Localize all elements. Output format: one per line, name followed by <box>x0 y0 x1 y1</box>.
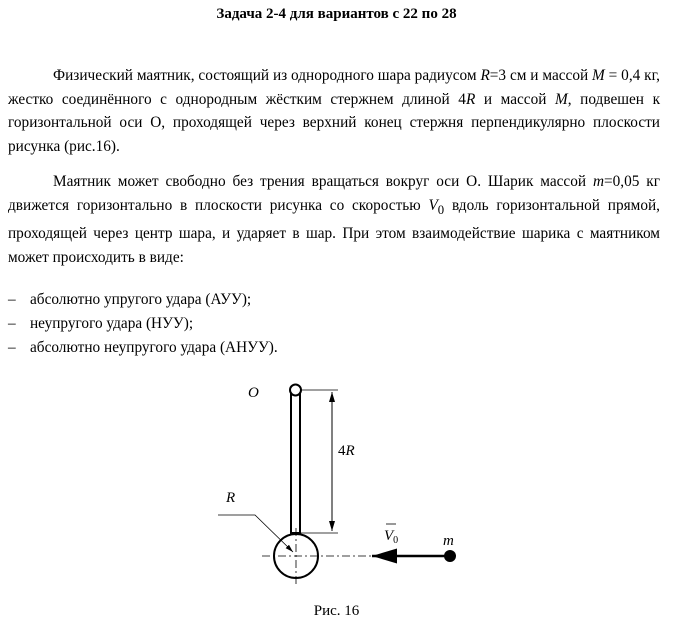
list-item: – абсолютно неупругого удара (АНУУ). <box>8 339 278 356</box>
label-m: m <box>443 533 454 549</box>
pivot-axis <box>290 385 301 396</box>
figure-caption: Рис. 16 <box>313 603 360 619</box>
label-r: R <box>226 490 236 506</box>
paragraph-2: Маятник может свободно без трения вращаться вокруг оси О. Шарик массой m=0,05 кг движется горизонтально в плоскости рисунка со скоростью $V_0$ вдоль горизонтальной прямой, проходящей через центр шара, и ударяет в шар. При этом взаимодействие шарика с маятником может происходить в виде: <box>8 173 660 267</box>
rod <box>291 392 300 533</box>
task-title: Задача 2-4 для вариантов с 22 по 28 <box>216 6 457 22</box>
label-4r: 4R <box>338 443 355 459</box>
paragraph-1: Физический маятник, состоящий из однородного шара радиусом R=3 см и массой M = 0,4 кг, жестко соединённого с однородным жёстким стержнем длиной 4R и массой M, подвешен к горизонтальной оси О, проходящей через верхний конец стержня перпендикулярно плоскости рисунка (рис.16). <box>8 67 660 156</box>
list-item: – абсолютно упругого удара (АУУ); <box>8 291 252 308</box>
small-ball-m <box>444 550 456 562</box>
list-item: – неупругого удара (НУУ); <box>8 315 194 332</box>
label-v0: $V_0$ <box>384 528 399 546</box>
label-o: O <box>248 385 259 401</box>
